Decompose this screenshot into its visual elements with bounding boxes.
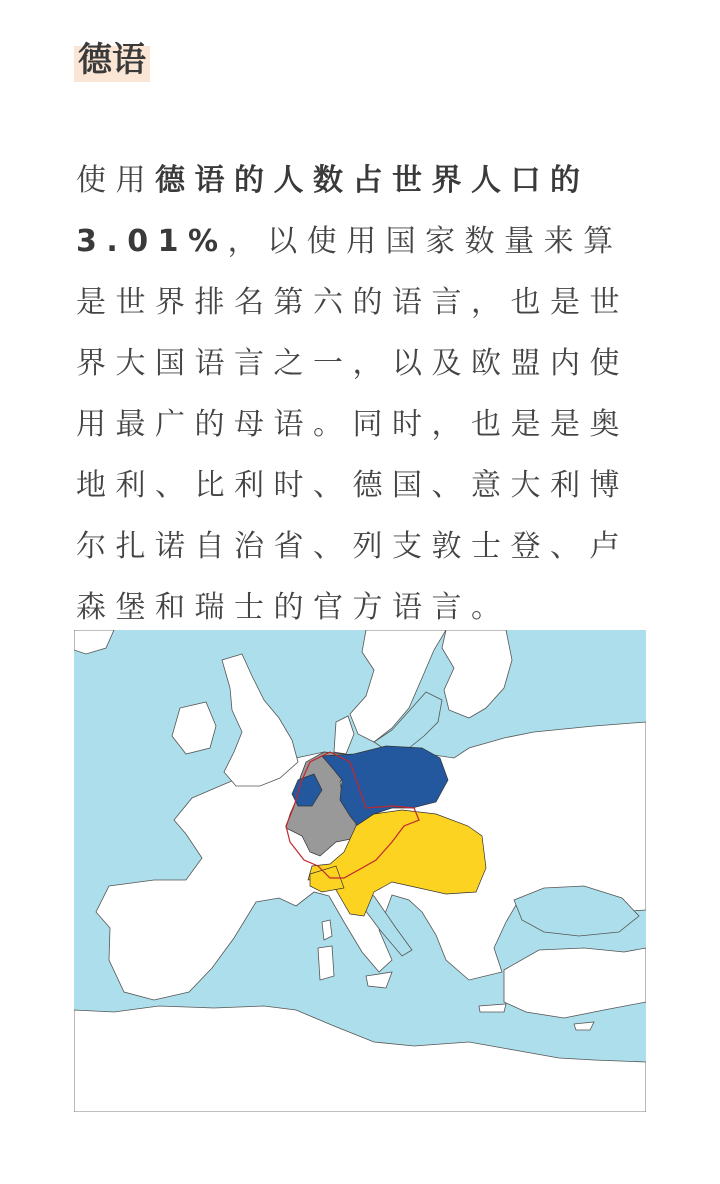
- corsica-island: [322, 920, 332, 940]
- europe-map: [74, 630, 646, 1112]
- sardinia-island: [318, 946, 334, 980]
- body-paragraph: [76, 150, 648, 638]
- europe-map-svg: [74, 630, 646, 1112]
- section-heading: 德语: [74, 38, 150, 82]
- paragraph-lead: 使用: [76, 163, 155, 198]
- paragraph-emphasis: 德语的人数占世界人口的3.01%: [76, 163, 590, 259]
- paragraph-rest: ，以使用国家数量来算是世界排名第六的语言，也是世界大国语言之一，以及欧盟内使用最广的母语。同时，也是是奥地利、比利时、德国、意大利博尔扎诺自治省、列支敦士登、卢森堡和瑞士的官方语言。: [76, 224, 629, 625]
